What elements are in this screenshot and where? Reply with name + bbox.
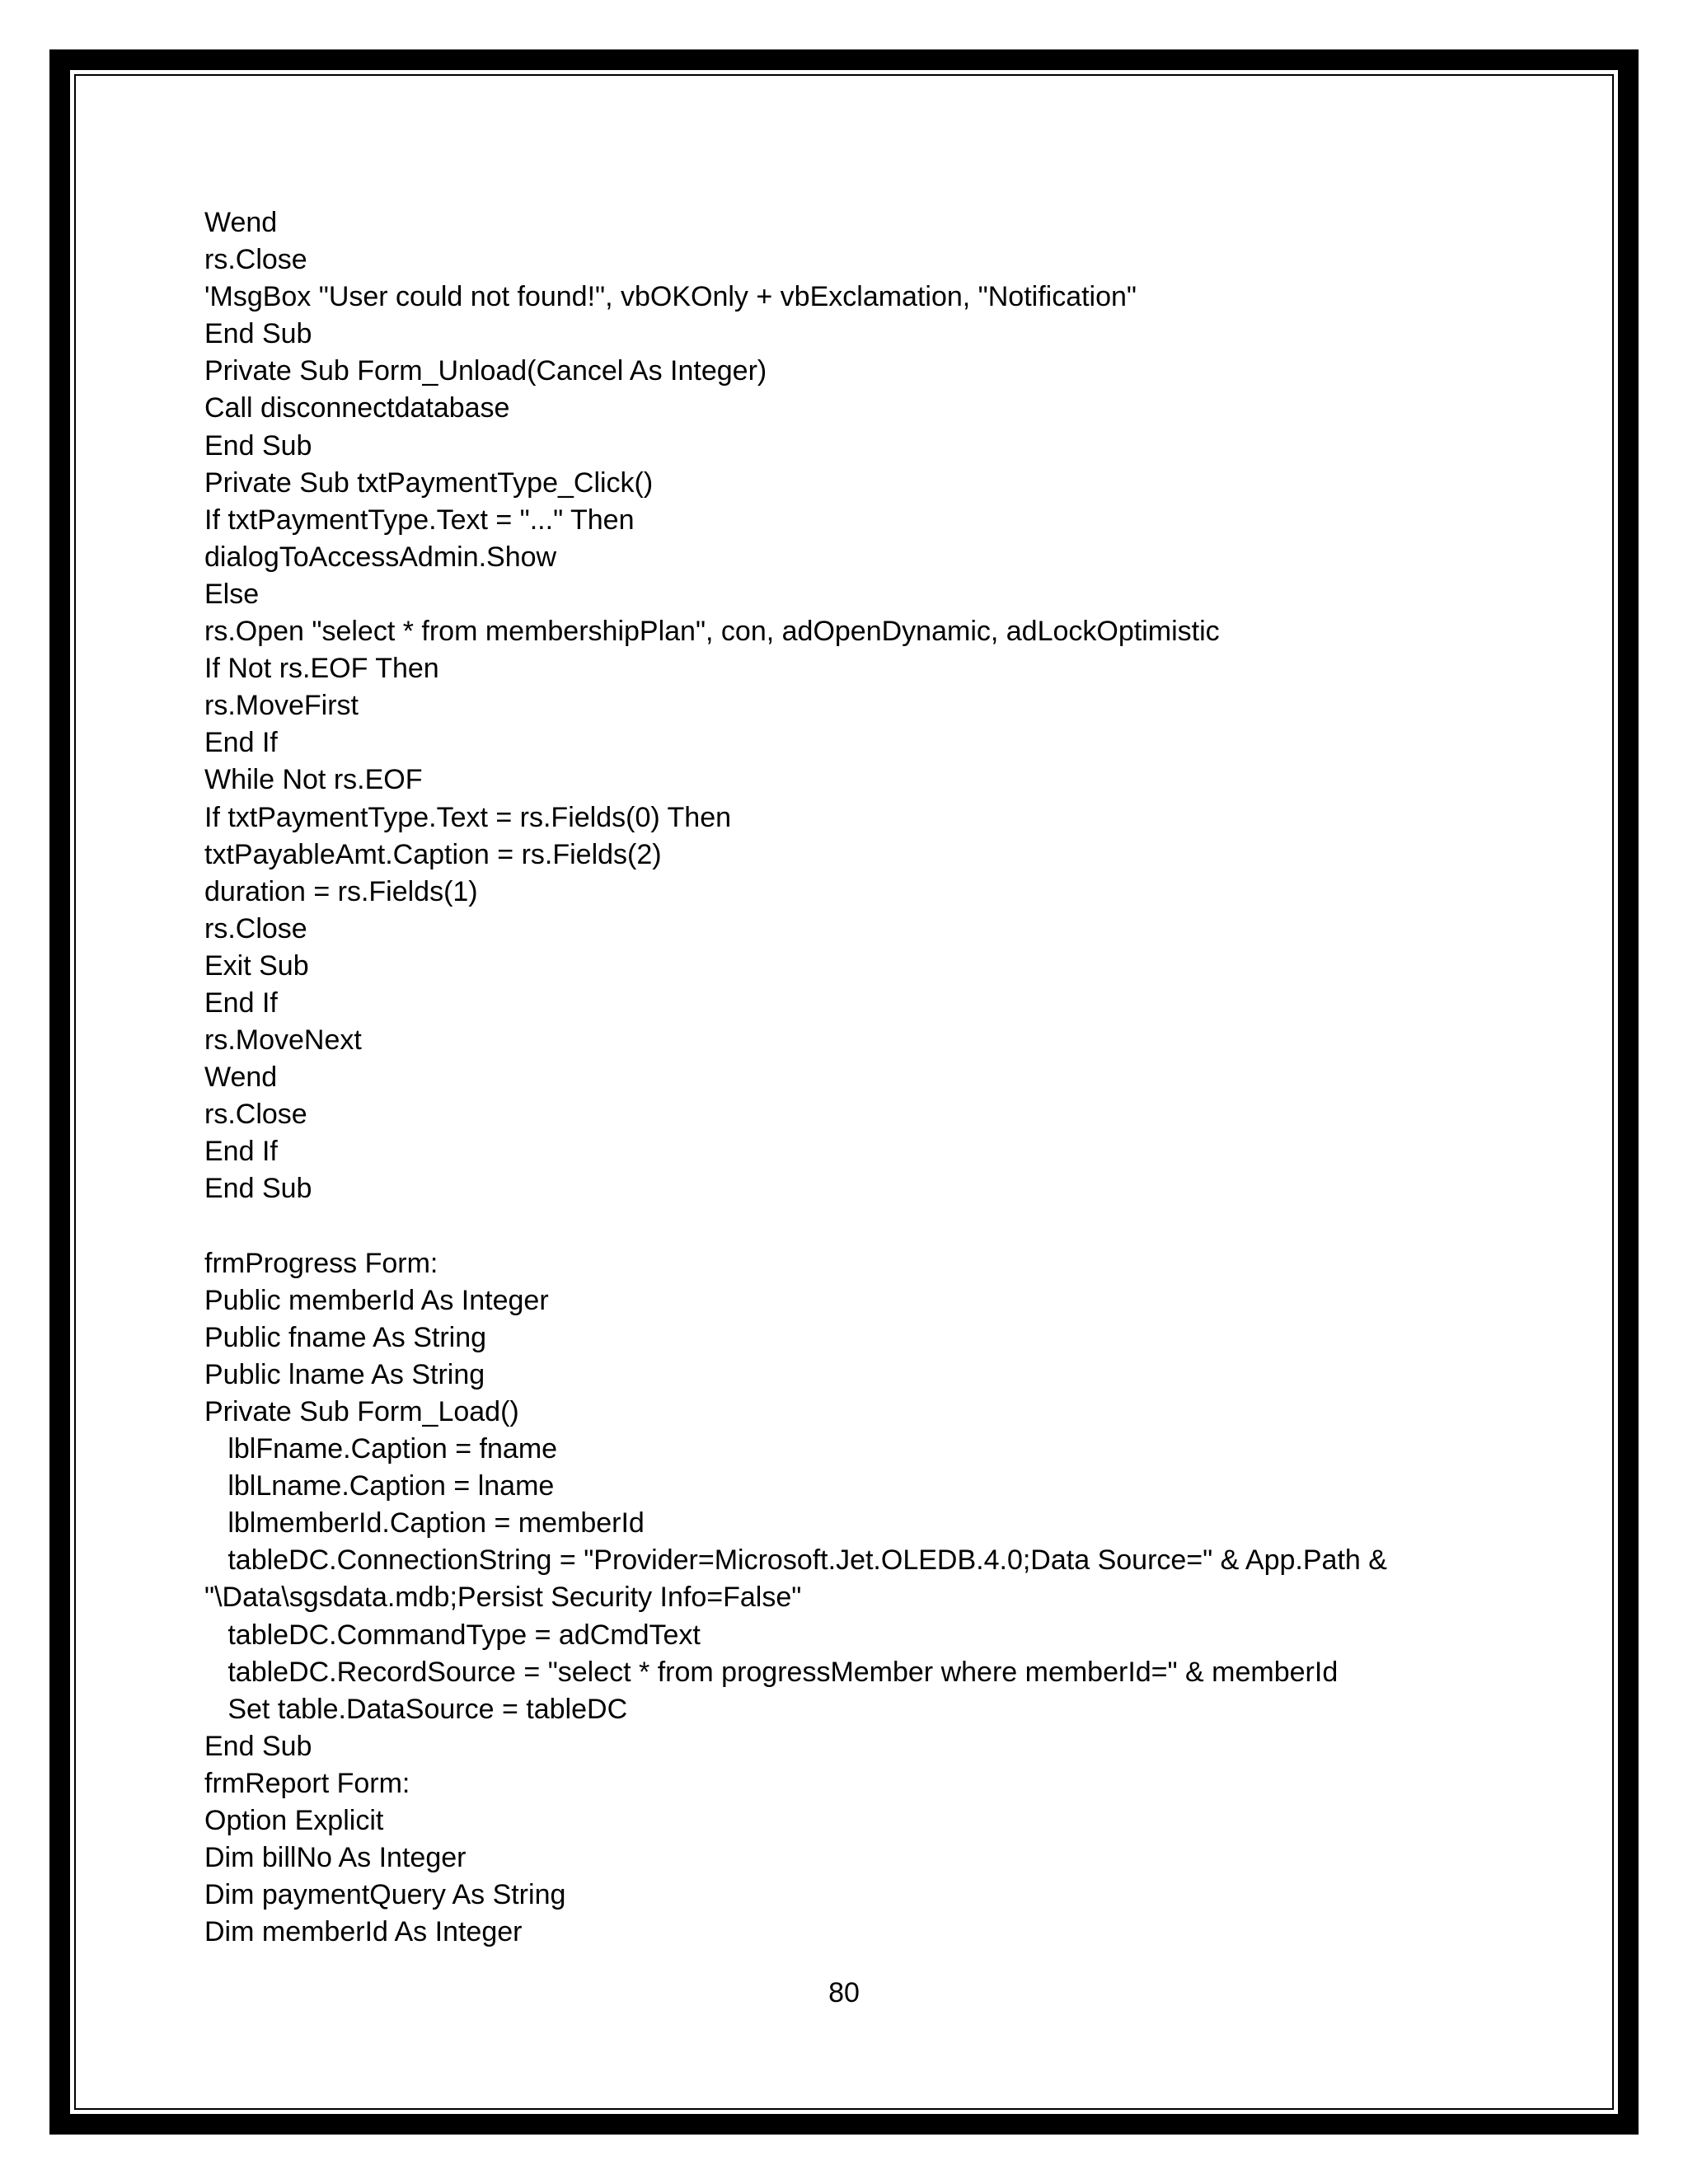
code-line: Private Sub Form_Load() bbox=[204, 1396, 519, 1427]
code-line: End If bbox=[204, 987, 278, 1019]
section-heading: frmReport Form: bbox=[204, 1767, 410, 1799]
code-line: tableDC.ConnectionString = "Provider=Microsoft.Jet.OLEDB.4.0;Data Source=" & App.Path & bbox=[204, 1544, 1387, 1577]
code-line: End If bbox=[204, 727, 278, 759]
code-line: lblLname.Caption = lname bbox=[204, 1470, 555, 1502]
code-line: Else bbox=[204, 578, 260, 610]
code-line: rs.MoveFirst bbox=[204, 690, 359, 722]
code-line: While Not rs.EOF bbox=[204, 764, 423, 796]
code-line: rs.Close bbox=[204, 912, 307, 944]
section-heading: frmProgress Form: bbox=[204, 1247, 438, 1279]
code-line: End Sub bbox=[204, 1173, 312, 1205]
code-line: duration = rs.Fields(1) bbox=[204, 875, 478, 907]
code-line: Set table.DataSource = tableDC bbox=[204, 1693, 628, 1725]
code-listing bbox=[204, 204, 1490, 1951]
code-line: lblFname.Caption = fname bbox=[204, 1433, 558, 1465]
code-line: Private Sub txtPaymentType_Click() bbox=[204, 466, 654, 499]
code-line: tableDC.CommandType = adCmdText bbox=[204, 1619, 701, 1651]
code-line: dialogToAccessAdmin.Show bbox=[204, 541, 557, 573]
code-line: Public lname As String bbox=[204, 1358, 485, 1390]
code-line: Option Explicit bbox=[204, 1805, 384, 1837]
code-line: If txtPaymentType.Text = "..." Then bbox=[204, 504, 635, 536]
code-line: End Sub bbox=[204, 318, 312, 350]
code-line: lblmemberId.Caption = memberId bbox=[204, 1507, 645, 1540]
code-line: Exit Sub bbox=[204, 949, 309, 982]
code-line: End If bbox=[204, 1136, 278, 1168]
code-line: rs.Close bbox=[204, 1099, 307, 1131]
code-line: rs.Close bbox=[204, 244, 307, 276]
code-line: Private Sub Form_Unload(Cancel As Integer) bbox=[204, 355, 767, 387]
code-line: Public fname As String bbox=[204, 1321, 487, 1353]
code-line: txtPayableAmt.Caption = rs.Fields(2) bbox=[204, 838, 662, 870]
code-line: If Not rs.EOF Then bbox=[204, 653, 439, 685]
code-line: Dim paymentQuery As String bbox=[204, 1879, 566, 1911]
page-number: 80 bbox=[828, 1977, 860, 2008]
code-line: "\Data\sgsdata.mdb;Persist Security Info=False" bbox=[204, 1582, 802, 1614]
code-line: Call disconnectdatabase bbox=[204, 392, 510, 424]
code-line: tableDC.RecordSource = "select * from progressMember where memberId=" & memberId bbox=[204, 1656, 1339, 1688]
code-line: If txtPaymentType.Text = rs.Fields(0) Then bbox=[204, 801, 732, 833]
code-line: Wend bbox=[204, 207, 278, 238]
code-line: Public memberId As Integer bbox=[204, 1284, 549, 1316]
code-line: rs.Open "select * from membershipPlan", con, adOpenDynamic, adLockOptimistic bbox=[204, 616, 1220, 648]
code-line: 'MsgBox "User could not found!", vbOKOnly + vbExclamation, "Notification" bbox=[204, 281, 1137, 313]
code-line: Dim memberId As Integer bbox=[204, 1916, 523, 1948]
code-line: End Sub bbox=[204, 1730, 312, 1762]
blank-line bbox=[204, 1208, 1490, 1245]
code-line: Wend bbox=[204, 1062, 278, 1094]
code-line: rs.MoveNext bbox=[204, 1024, 362, 1057]
code-line: End Sub bbox=[204, 429, 312, 462]
code-line: Dim billNo As Integer bbox=[204, 1842, 467, 1874]
